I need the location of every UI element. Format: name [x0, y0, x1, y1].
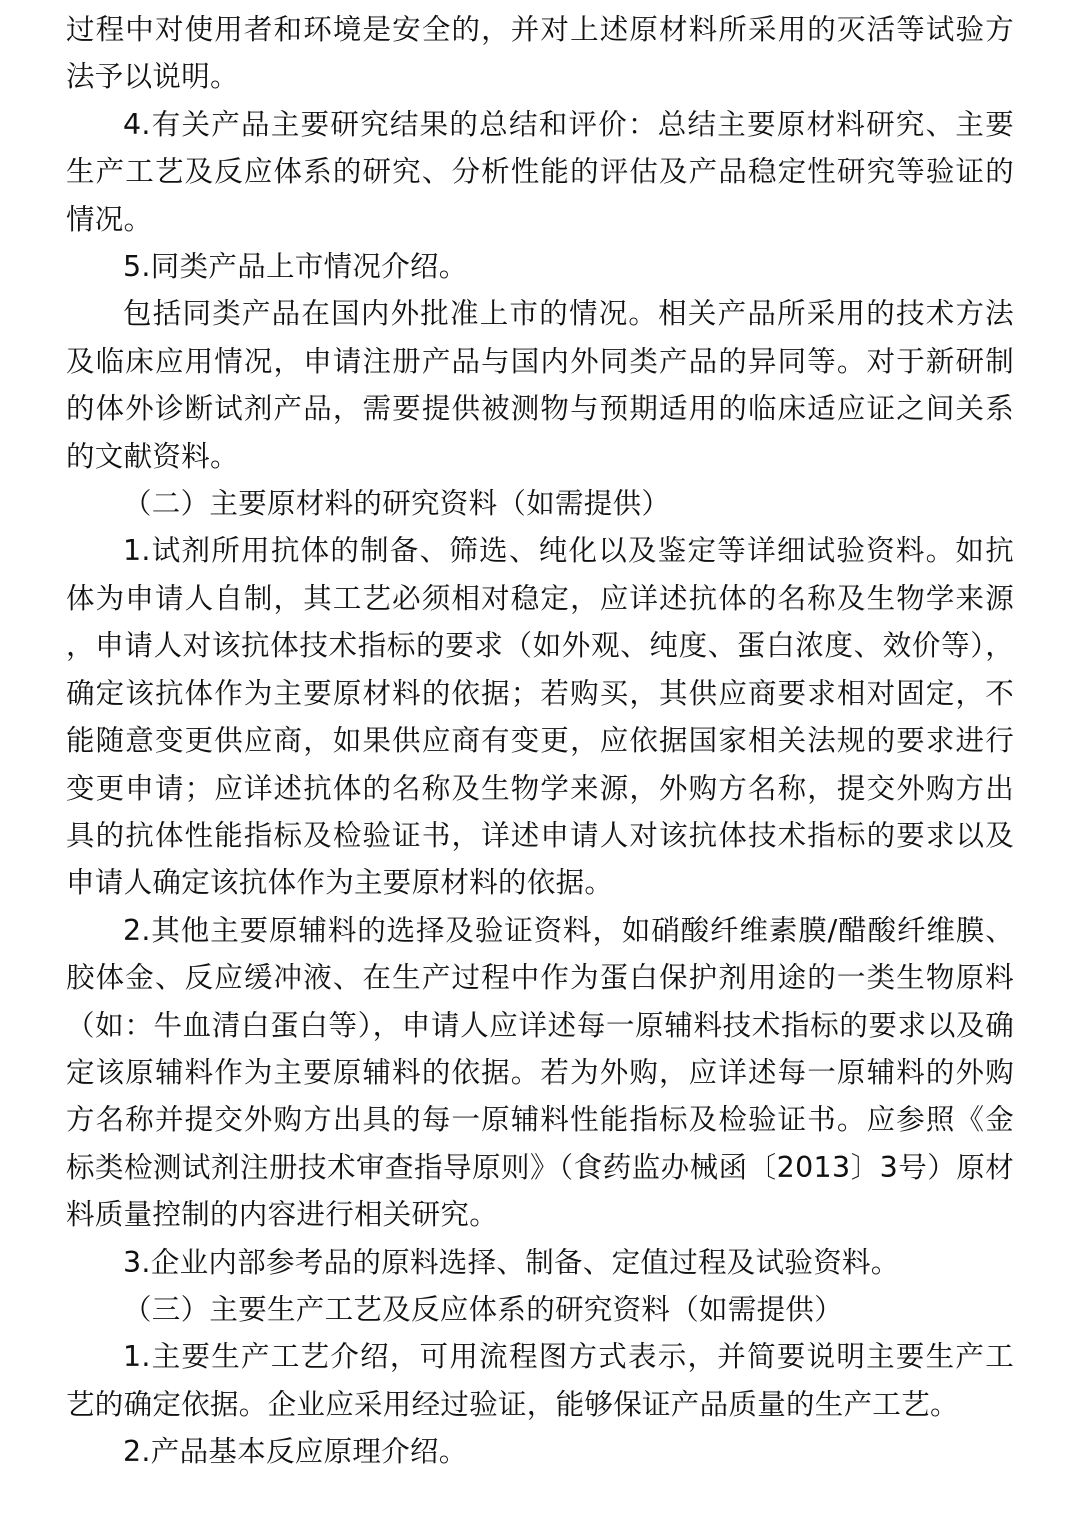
paragraph-production-process: 1.主要生产工艺介绍，可用流程图方式表示，并简要说明主要生产工艺的确定依据。企业应采用经过验证，能够保证产品质量的生产工艺。 — [66, 1340, 1014, 1421]
paragraph-item-4-summary: 4.有关产品主要研究结果的总结和评价：总结主要原材料研究、主要生产工艺及反应体系的研究、分析性能的评估及产品稳定性研究等验证的情况。 — [66, 107, 1014, 236]
section-heading-3: （三）主要生产工艺及反应体系的研究资料（如需提供） — [123, 1292, 844, 1326]
paragraph-item-5-heading: 5.同类产品上市情况介绍。 — [123, 250, 468, 284]
paragraph-auxiliary-materials: 2.其他主要原辅料的选择及验证资料，如硝酸纤维素膜/醋酸纤维膜、胶体金、反应缓冲液、在生产过程中作为蛋白保护剂用途的一类生物原料（如：牛血清白蛋白等），申请人应详述每一原辅料技术指标的要求以及确定该原辅料作为主要原辅料的依据。若为外购，应详述每一原辅料的外购方名称并提交外购方出具的每一原辅料性能指标及检验证书。应参照《金标类检测试剂注册技术审查指导原则》（食药监办械函〔2013〕3号）原材料质量控制的内容进行相关研究。 — [66, 913, 1014, 1232]
paragraph-reference-materials: 3.企业内部参考品的原料选择、制备、定值过程及试验资料。 — [123, 1245, 900, 1279]
paragraph-reaction-principle: 2.产品基本反应原理介绍。 — [123, 1435, 468, 1469]
paragraph-antibody: 1.试剂所用抗体的制备、筛选、纯化以及鉴定等详细试验资料。如抗体为申请人自制，其工艺必须相对稳定，应详述抗体的名称及生物学来源，申请人对该抗体技术指标的要求（如外观、纯度、蛋白浓度、效价等），确定该抗体作为主要原材料的依据；若购买，其供应商要求相对固定，不能随意变更供应商，如果供应商有变更，应依据国家相关法规的要求进行变更申请；应详述抗体的名称及生物学来源，外购方名称，提交外购方出具的抗体性能指标及检验证书，详述申请人对该抗体技术指标的要求以及申请人确定该抗体作为主要原材料的依据。 — [66, 534, 1014, 900]
section-heading-2: （二）主要原材料的研究资料（如需提供） — [123, 487, 671, 521]
paragraph-similar-products: 包括同类产品在国内外批准上市的情况。相关产品所采用的技术方法及临床应用情况，申请注册产品与国内外同类产品的异同等。对于新研制的体外诊断试剂产品，需要提供被测物与预期适用的临床适应证之间关系的文献资料。 — [66, 297, 1014, 473]
paragraph-continuation: 过程中对使用者和环境是安全的，并对上述原材料所采用的灭活等试验方法予以说明。 — [66, 13, 1014, 94]
document-page — [66, 6, 1014, 1476]
